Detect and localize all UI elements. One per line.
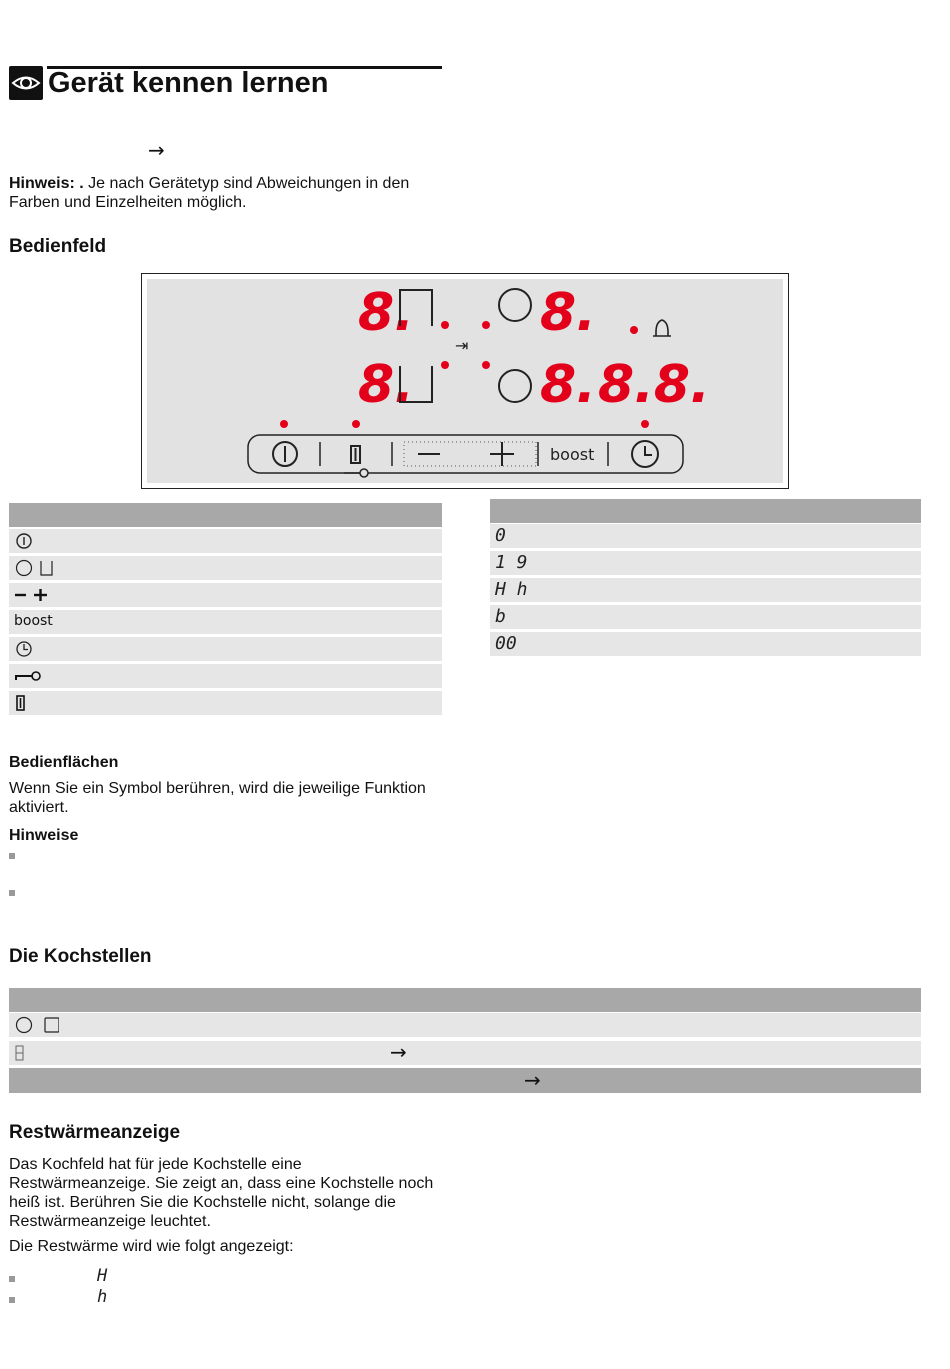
control-panel-heading: Bedienfeld xyxy=(9,236,107,257)
zones-heading: Die Kochstellen xyxy=(9,946,152,967)
zones-footer-arrow: → xyxy=(524,1068,541,1092)
table-row xyxy=(490,605,921,629)
residual-code-high: H xyxy=(97,1266,108,1286)
key-lock-icon xyxy=(13,667,43,685)
table-row xyxy=(9,637,442,661)
eye-icon xyxy=(9,66,43,100)
list-bullet xyxy=(9,1297,15,1303)
display-code: 00 xyxy=(495,633,517,654)
control-panel-illustration xyxy=(141,273,789,489)
residual-code-low: h xyxy=(97,1287,108,1307)
table-row xyxy=(9,583,442,607)
svg-text:8.: 8. xyxy=(540,355,596,415)
svg-text:8.8.: 8.8. xyxy=(598,355,710,415)
display-code: b xyxy=(495,606,506,627)
display-code: 0 xyxy=(495,525,506,546)
residual-heading: Restwärmeanzeige xyxy=(9,1122,181,1143)
table-row xyxy=(9,529,442,553)
notes-heading: Hinweise xyxy=(9,827,79,844)
note-label: Hinweis: . xyxy=(9,175,84,192)
display-code: H h xyxy=(495,579,528,600)
flex-zone-icon xyxy=(15,694,27,712)
flex-zone-icon xyxy=(14,1044,26,1062)
residual-text-2: Die Restwärme wird wie folgt angezeigt: xyxy=(9,1238,294,1255)
svg-text:8.: 8. xyxy=(358,283,414,343)
table-row xyxy=(490,524,921,548)
table-row xyxy=(490,551,921,575)
table-row xyxy=(9,610,442,634)
controls-heading: Bedienflächen xyxy=(9,754,119,771)
note-paragraph xyxy=(9,174,429,212)
page-title: Gerät kennen lernen xyxy=(48,67,329,99)
svg-text:8.: 8. xyxy=(358,355,414,415)
list-bullet xyxy=(9,853,15,859)
list-bullet xyxy=(9,1276,15,1282)
table-row xyxy=(9,556,442,580)
boost-label: boost xyxy=(14,613,53,629)
list-bullet xyxy=(9,890,15,896)
symbol-table-header xyxy=(9,503,442,527)
display-table-header xyxy=(490,499,921,523)
zone-shape-icons xyxy=(15,1016,59,1034)
note-text: Je nach Gerätetyp sind Abweichungen in den Farben und Einzelheiten möglich. xyxy=(9,175,410,211)
table-row xyxy=(9,664,442,688)
svg-text:8.: 8. xyxy=(540,283,596,343)
table-row xyxy=(9,691,442,715)
table-row xyxy=(9,1013,921,1037)
table-row xyxy=(490,578,921,602)
residual-text: Das Kochfeld hat für jede Kochstelle eine Restwärmeanzeige. Sie zeigt an, dass eine Kochstelle noch heiß ist. Berühren Sie die Kochstelle nicht, solange die Restwärmeanzeige leuchtet. xyxy=(9,1156,434,1230)
intro-arrow: → xyxy=(148,138,165,162)
zones-table-header xyxy=(9,988,921,1012)
controls-text: Wenn Sie ein Symbol berühren, wird die jeweilige Funktion aktiviert. xyxy=(9,780,426,816)
table-row xyxy=(9,1041,921,1065)
clock-icon xyxy=(15,640,33,658)
power-icon xyxy=(15,532,33,550)
boost-button-label: boost xyxy=(550,445,595,464)
zones-table-footer xyxy=(9,1068,921,1093)
zones-row-arrow: → xyxy=(390,1040,407,1064)
cooking-zone-icon xyxy=(15,559,55,577)
display-code: 1 9 xyxy=(495,552,528,573)
svg-text:⇥: ⇥ xyxy=(455,336,469,355)
minus-plus-icon xyxy=(13,586,49,604)
table-row xyxy=(490,632,921,656)
